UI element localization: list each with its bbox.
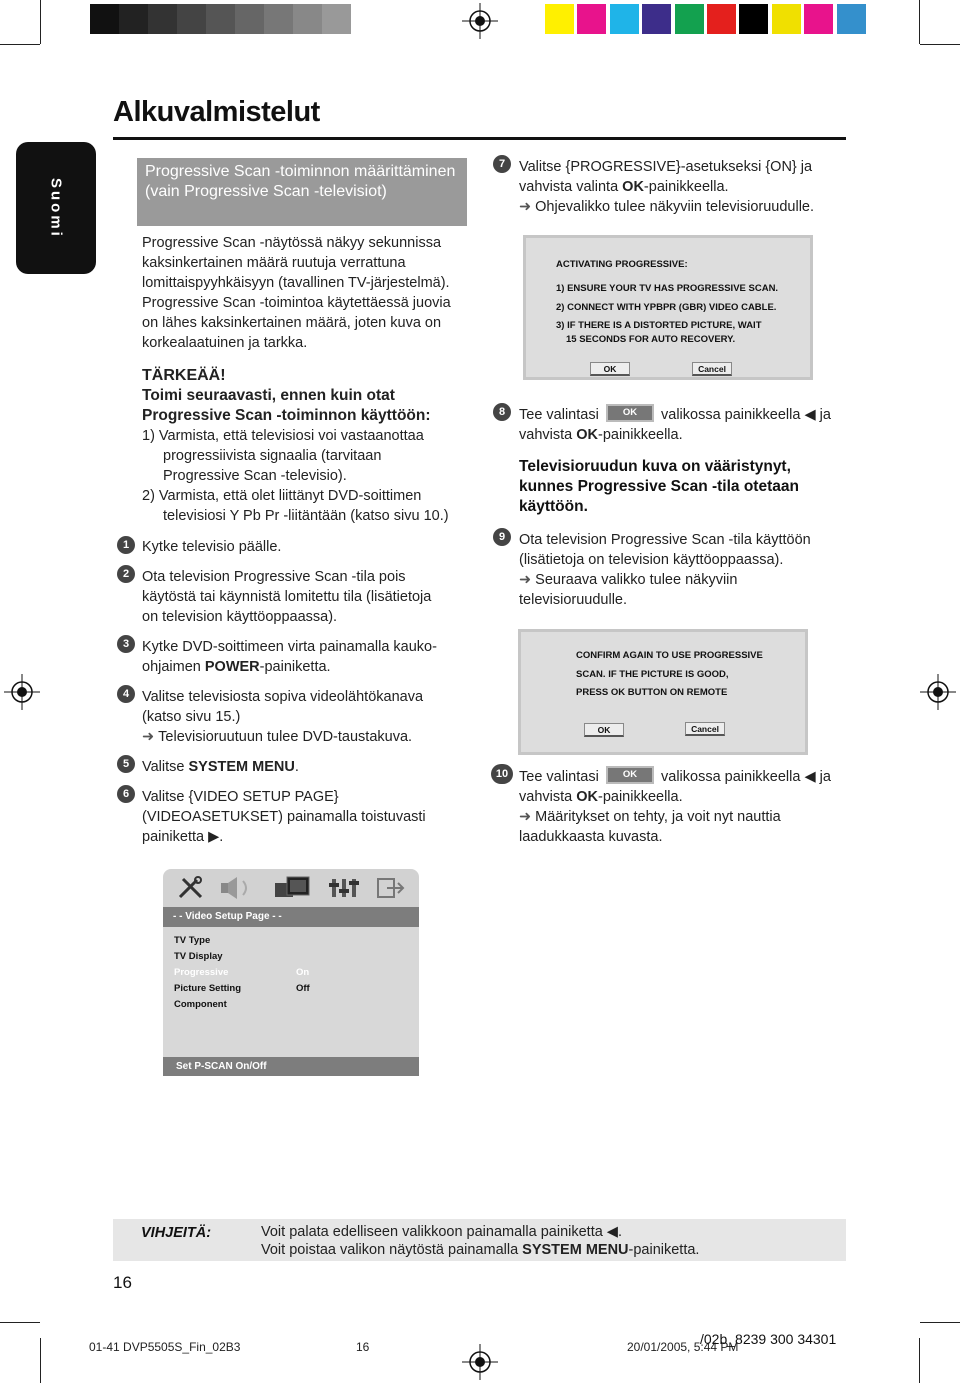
step-result-text: Televisioruutuun tulee DVD-taustakuva. (158, 729, 413, 745)
step-text-part: vahvista (519, 427, 577, 443)
hint-label: VIHJEITÄ: (141, 1225, 212, 1241)
key-name: SYSTEM MENU (522, 1242, 629, 1258)
registration-mark-icon (462, 3, 498, 39)
step-text-part: ohjaimen (142, 659, 205, 675)
dialog-line: 2) CONNECT WITH YPBPR (GBR) VIDEO CABLE. (556, 302, 777, 313)
step-text-part: -painiketta. (259, 659, 331, 675)
step-line: Ota television Progressive Scan -tila käyttöön (519, 532, 811, 548)
intro-line: korkealaatuinen ja tarkka. (142, 335, 308, 351)
important-item: progressiivista signaalia (tarvitaan (163, 448, 382, 464)
bold-note-line: käyttöön. (519, 498, 588, 515)
important-item: 1) Varmista, että televisiosi voi vastaanottaa (142, 428, 424, 444)
gray-swatch (177, 4, 206, 34)
important-block (142, 365, 482, 526)
dialog-cancel-button[interactable]: Cancel (692, 362, 732, 376)
important-title: TÄRKEÄÄ! (142, 367, 226, 384)
dialog-line: 15 SECONDS FOR AUTO RECOVERY. (566, 334, 736, 345)
color-swatch (772, 4, 801, 34)
step-number-badge: 9 (493, 528, 511, 546)
step-text (519, 157, 849, 217)
step-result-text: Määritykset on tehty, ja voit nyt nauttia (535, 809, 781, 825)
step-line: (VIDEOASETUKSET) painamalla toistuvasti (142, 809, 426, 825)
menu-icon-bar (163, 869, 419, 907)
step-line: Ota television Progressive Scan -tila pois (142, 569, 406, 585)
step-text (142, 757, 299, 777)
step-text-part: -painikkeella. (597, 427, 683, 443)
color-swatch (577, 4, 606, 34)
step-text (519, 530, 811, 610)
crop-mark (919, 1338, 920, 1383)
gray-swatch (148, 4, 177, 34)
step-text (142, 787, 426, 847)
step-line: on television käyttöoppaassa). (142, 609, 338, 625)
gray-swatch (322, 4, 351, 34)
step-text (142, 687, 423, 747)
footer-file: 01-41 DVP5505S_Fin_02B3 (89, 1340, 241, 1354)
step-text (142, 537, 281, 557)
menu-item-component[interactable]: Component (174, 999, 227, 1010)
key-name: SYSTEM MENU (188, 759, 295, 775)
step-number-badge: 1 (117, 536, 135, 554)
step-line (519, 177, 849, 197)
step-text-part: Tee valintasi (519, 407, 599, 423)
menu-item-tv-display[interactable]: TV Display (174, 951, 223, 962)
dialog-line: SCAN. IF THE PICTURE IS GOOD, (576, 669, 729, 680)
hint-box (113, 1219, 846, 1261)
step-text-part: . (294, 759, 299, 775)
footer-date: 20/01/2005, 5:44 PM (627, 1340, 739, 1354)
key-name: OK (576, 427, 598, 443)
bold-note-line: Televisioruudun kuva on vääristynyt, (519, 458, 791, 475)
equalizer-icon[interactable] (328, 875, 360, 901)
arrow-right-icon: ➜ (142, 729, 155, 745)
important-item: televisiosi Y Pb Pr -liitäntään (katso sivu 10.) (163, 508, 449, 524)
step-text-part: valikossa painikkeella ◀ ja (661, 769, 831, 785)
step-text (519, 405, 599, 425)
registration-mark-icon (4, 674, 40, 710)
step-text (661, 767, 831, 787)
title-rule (113, 137, 846, 140)
tv-dialog-confirm (518, 629, 808, 755)
step-text-part: Valitse (142, 759, 189, 775)
video-setup-menu (163, 869, 419, 1076)
gray-swatch (264, 4, 293, 34)
step-line: käytöstä tai käynnistä lomitettu tila (lisätietoja (142, 589, 432, 605)
step-text (142, 567, 431, 627)
exit-icon[interactable] (375, 875, 407, 901)
key-name: OK (576, 789, 598, 805)
crop-mark (920, 1322, 960, 1323)
color-swatch (675, 4, 704, 34)
step-text-part: -painikkeella. (597, 789, 683, 805)
step-result (142, 727, 423, 747)
important-lead: Toimi seuraavasti, ennen kuin otat (142, 387, 395, 404)
step-text (661, 405, 831, 425)
key-name: OK (622, 179, 644, 195)
crop-mark (40, 0, 41, 44)
inline-ok-button: OK (606, 766, 654, 784)
menu-item-picture-setting[interactable]: Picture Setting (174, 983, 242, 994)
page-number: 16 (113, 1273, 132, 1292)
color-swatch (804, 4, 833, 34)
gray-swatch (119, 4, 148, 34)
color-swatch (837, 4, 866, 34)
step-number-badge: 8 (493, 403, 511, 421)
menu-item-tv-type[interactable]: TV Type (174, 935, 211, 946)
step-number-badge: 10 (491, 764, 513, 784)
gray-swatch (206, 4, 235, 34)
step-line: Valitse {VIDEO SETUP PAGE} (142, 789, 339, 805)
footer-code: /02b_8239 300 34301 (700, 1331, 837, 1347)
dialog-line: PRESS OK BUTTON ON REMOTE (576, 687, 728, 698)
important-item: Progressive Scan -televisio). (163, 468, 347, 484)
step-line: Kytke televisio päälle. (142, 539, 282, 555)
key-name: POWER (204, 659, 260, 675)
intro-line: on lähes kaksinkertainen määrä, joten kuva on (142, 315, 442, 331)
step-result-text: Ohjevalikko tulee näkyviin televisioruudulle. (535, 199, 815, 215)
footer-page: 16 (356, 1340, 370, 1354)
language-tab-label: Suomi (47, 177, 65, 239)
step-number-badge: 7 (493, 155, 511, 173)
step-number-badge: 4 (117, 685, 135, 703)
arrow-right-icon: ➜ (519, 572, 532, 588)
important-item: 2) Varmista, että olet liittänyt DVD-soittimen (142, 488, 422, 504)
intro-line: lomittaispyyhkäisyyn (tavallinen TV-järjestelmä). (142, 275, 450, 291)
menu-option-off[interactable]: Off (296, 983, 310, 994)
hint-line (261, 1241, 699, 1259)
important-lead: Progressive Scan -toiminnon käyttöön: (142, 407, 431, 424)
menu-option-on[interactable]: On (296, 967, 310, 978)
hint-text-part: -painiketta. (628, 1242, 700, 1258)
inline-ok-button: OK (606, 404, 654, 422)
step-number-badge: 2 (117, 565, 135, 583)
registration-mark-icon (920, 674, 956, 710)
gray-swatch (90, 4, 119, 34)
crop-mark (40, 1338, 41, 1383)
dialog-cancel-button[interactable]: Cancel (685, 722, 725, 736)
step-number-badge: 5 (117, 755, 135, 773)
dialog-line: 3) IF THERE IS A DISTORTED PICTURE, WAIT (556, 320, 762, 331)
step-line: (katso sivu 15.) (142, 709, 241, 725)
step-text-part: -painikkeella. (643, 179, 729, 195)
step-text-part: vahvista (519, 789, 577, 805)
tools-icon[interactable] (177, 875, 205, 901)
crop-mark (0, 44, 40, 45)
dialog-line: CONFIRM AGAIN TO USE PROGRESSIVE (576, 650, 763, 661)
step-result (519, 807, 781, 827)
step-text (519, 767, 599, 787)
step-result-text: laadukkaasta kuvasta. (519, 829, 663, 845)
color-swatch (545, 4, 574, 34)
step-line: Kytke DVD-soittimeen virta painamalla kauko- (142, 639, 437, 655)
step-text (519, 787, 781, 847)
intro-line: kaksinkertainen määrä ruutuja verrattuna (142, 255, 406, 271)
color-swatch (642, 4, 671, 34)
gray-swatch (235, 4, 264, 34)
page-title: Alkuvalmistelut (113, 96, 320, 128)
intro-line: Progressive Scan -toimintoa käytettäessä juovia (142, 295, 451, 311)
step-result-text: televisioruudulle. (519, 592, 628, 608)
crop-mark (920, 44, 960, 45)
step-line: (lisätietoja on television käyttöoppaassa). (519, 552, 784, 568)
step-result (519, 197, 849, 217)
crop-mark (0, 1322, 40, 1323)
step-line: Valitse {PROGRESSIVE}-asetukseksi {ON} ja (519, 159, 813, 175)
language-tab (16, 142, 96, 274)
arrow-right-icon: ➜ (519, 809, 532, 825)
menu-header: - - Video Setup Page - - (163, 907, 419, 927)
step-result (519, 570, 811, 590)
registration-mark-icon (462, 1344, 498, 1380)
step-text (142, 637, 437, 677)
hint-text-part: Voit poistaa valikon näytöstä painamalla (261, 1242, 523, 1258)
step-line: Valitse televisiosta sopiva videolähtökanava (142, 689, 424, 705)
bold-note-line: kunnes Progressive Scan -tila otetaan (519, 478, 799, 495)
gray-swatch (293, 4, 322, 34)
crop-mark (919, 0, 920, 44)
tv-dialog-activating (523, 235, 813, 380)
dialog-ok-button[interactable]: OK (590, 362, 630, 376)
intro-paragraph (142, 233, 472, 353)
menu-item-progressive[interactable]: Progressive (174, 967, 229, 978)
section-heading: Progressive Scan -toiminnon määrittäminen (vain Progressive Scan -televisiot) (137, 158, 467, 226)
dialog-ok-button[interactable]: OK (584, 723, 624, 737)
tv-screens-icon[interactable] (273, 874, 313, 902)
hint-line: Voit palata edelliseen valikkoon painamalla painiketta ◀. (261, 1224, 622, 1240)
color-swatch (707, 4, 736, 34)
speaker-icon[interactable] (219, 875, 259, 901)
step-number-badge: 3 (117, 635, 135, 653)
color-swatch (739, 4, 768, 34)
step-result-text: Seuraava valikko tulee näkyviin (535, 572, 738, 588)
step-number-badge: 6 (117, 785, 135, 803)
step-text (519, 425, 683, 445)
menu-body (163, 927, 419, 1057)
arrow-right-icon: ➜ (519, 199, 532, 215)
step-line: painiketta ▶. (142, 829, 224, 845)
dialog-line: 1) ENSURE YOUR TV HAS PROGRESSIVE SCAN. (556, 283, 779, 294)
step-text-part: vahvista valinta (519, 179, 623, 195)
menu-footer: Set P-SCAN On/Off (163, 1057, 419, 1076)
bold-note (519, 457, 799, 517)
intro-line: Progressive Scan -näytössä näkyy sekunnissa (142, 235, 442, 251)
step-line (519, 787, 781, 807)
step-text-part: valikossa painikkeella ◀ ja (661, 407, 831, 423)
step-line (142, 657, 437, 677)
hint-text (261, 1223, 699, 1259)
step-text-part: Tee valintasi (519, 769, 599, 785)
dialog-line: ACTIVATING PROGRESSIVE: (556, 259, 688, 270)
color-swatch (610, 4, 639, 34)
